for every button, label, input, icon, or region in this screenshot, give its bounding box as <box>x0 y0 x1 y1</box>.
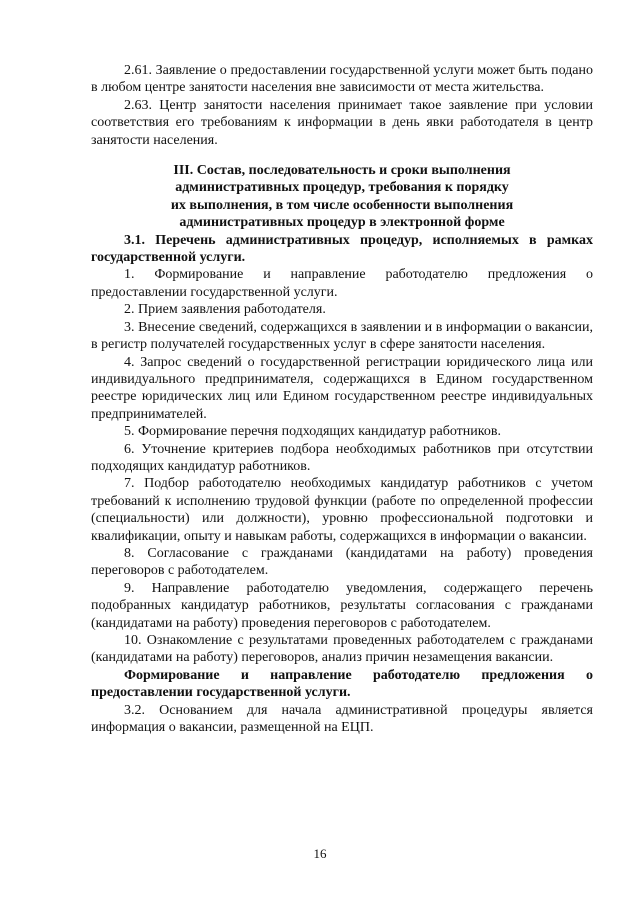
section-heading <box>91 162 593 232</box>
paragraph-3-2: 3.2. Основанием для начала административной процедуры является информация о вакансии, размещенной на ЕЦП. <box>91 702 593 736</box>
document-body <box>91 62 593 736</box>
procedure-item: 9. Направление работодателю уведомления, содержащего перечень подобранных кандидатур работников, результаты согласования с гражданами (кандидатами на работу) проведения переговоров с работодателем. <box>91 580 593 631</box>
subsection-3-1: 3.1. Перечень административных процедур, исполняемых в рамках государственной услуги. <box>91 232 593 266</box>
page-number: 16 <box>313 846 327 861</box>
section-heading-line: III. Состав, последовательность и сроки выполнения <box>173 163 511 179</box>
section-heading-line: административных процедур в электронной форме <box>179 215 505 231</box>
paragraph-2-63: 2.63. Центр занятости населения принимает такое заявление при условии соответствия его требованиям к информации в день явки работодателя в центр занятости населения. <box>91 97 593 148</box>
procedure-item: 3. Внесение сведений, содержащихся в заявлении и в информации о вакансии, в регистр получателей государственных услуг в сфере занятости населения. <box>91 319 593 353</box>
procedure-item: 2. Прием заявления работодателя. <box>124 302 326 318</box>
procedure-item: 1. Формирование и направление работодателю предложения о предоставлении государственной услуги. <box>91 267 593 300</box>
section-heading-line: их выполнения, в том числе особенности выполнения <box>170 197 514 213</box>
procedure-item: 7. Подбор работодателю необходимых кандидатур работников с учетом требований к исполнению трудовой функции (работе по определенной профессии (специальности) или должности), уровню профессиональной подготовки и квалификации, опыту и навыкам работы, содержащихся в информации о вакансии. <box>91 476 593 544</box>
section-heading-line: административных процедур, требования к порядку <box>175 180 509 196</box>
procedure-item: 4. Запрос сведений о государственной регистрации юридического лица или индивидуального предпринимателя, содержащихся в Едином государственном реестре юридических лиц или Едином государственном реестре индивидуальных предпринимателей. <box>91 354 593 422</box>
procedure-item: 8. Согласование с гражданами (кандидатами на работу) проведения переговоров с работодателем. <box>91 545 593 579</box>
bold-subheading: Формирование и направление работодателю предложения о предоставлении государственной услуги. <box>91 667 593 701</box>
procedure-item: 6. Уточнение критериев подбора необходимых работников при отсутствии подходящих кандидатур работников. <box>91 441 593 474</box>
procedure-item: 5. Формирование перечня подходящих кандидатур работников. <box>124 424 501 440</box>
paragraph-2-61: 2.61. Заявление о предоставлении государственной услуги может быть подано в любом центре занятости населения вне зависимости от места жительства. <box>91 63 593 96</box>
procedure-item: 10. Ознакомление с результатами проведенных работодателем с гражданами (кандидатами на работу) переговоров, анализ причин незамещения вакансии. <box>91 633 593 666</box>
